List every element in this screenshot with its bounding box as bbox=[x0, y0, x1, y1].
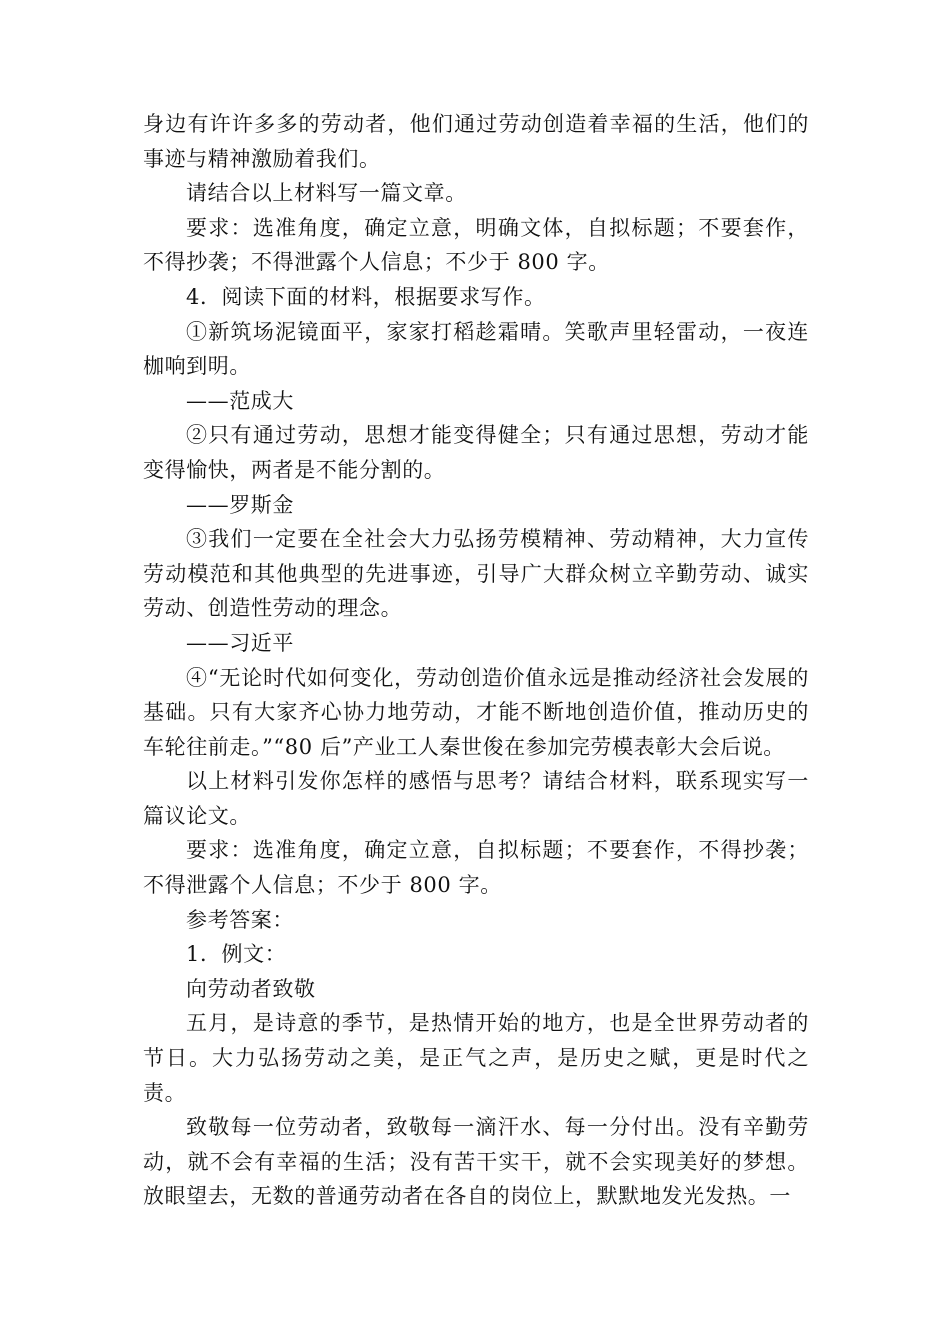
essay-title: 向劳动者致敬 bbox=[186, 976, 316, 1001]
material-3-author: ——习近平 bbox=[186, 630, 294, 655]
material-2: ②只有通过劳动，思想才能变得健全；只有通过思想，劳动才能变得愉快，两者是不能分割的。 bbox=[143, 423, 809, 482]
material-4: ④“无论时代如何变化，劳动创造价值永远是推动经济社会发展的基础。只有大家齐心协力地劳动，才能不断地创造价值，推动历史的车轮往前走。”“80 后”产业工人秦世俊在参加完劳模表彰大会后说。 bbox=[143, 665, 809, 759]
writing-requirements: 要求：选准角度，确定立意，自拟标题；不要套作，不得抄袭；不得泄露个人信息；不少于 800 字。 bbox=[143, 838, 809, 898]
question-4-heading: 4．阅读下面的材料，根据要求写作。 bbox=[186, 284, 546, 309]
paragraph-continuation: 身边有许许多多的劳动者，他们通过劳动创造着幸福的生活，他们的事迹与精神激励着我们。 bbox=[143, 112, 809, 171]
answer-heading: 参考答案： bbox=[186, 907, 294, 932]
paragraph-requirements: 要求：选准角度，确定立意，明确文体，自拟标题；不要套作，不得抄袭；不得泄露个人信息；不少于 800 字。 bbox=[143, 215, 809, 275]
essay-paragraph-2: 致敬每一位劳动者，致敬每一滴汗水、每一分付出。没有辛勤劳动，就不会有幸福的生活；没有苦干实干，就不会实现美好的梦想。放眼望去，无数的普通劳动者在各自的岗位上，默默地发光发热。一 bbox=[143, 1115, 809, 1209]
material-3: ③我们一定要在全社会大力弘扬劳模精神、劳动精神，大力宣传劳动模范和其他典型的先进事迹，引导广大群众树立辛勤劳动、诚实劳动、创造性劳动的理念。 bbox=[143, 527, 809, 621]
material-1: ①新筑场泥镜面平，家家打稻趁霜晴。笑歌声里轻雷动，一夜连枷响到明。 bbox=[143, 319, 809, 379]
material-1-author: ——范成大 bbox=[186, 388, 294, 413]
example-essay-label: 1．例文： bbox=[186, 942, 287, 967]
essay-paragraph-1: 五月，是诗意的季节，是热情开始的地方，也是全世界劳动者的节日。大力弘扬劳动之美，是正气之声，是历史之赋，更是时代之责。 bbox=[143, 1011, 809, 1105]
paragraph-instruction: 请结合以上材料写一篇文章。 bbox=[186, 181, 467, 206]
writing-prompt: 以上材料引发你怎样的感悟与思考？请结合材料，联系现实写一篇议论文。 bbox=[143, 769, 809, 828]
document-body bbox=[143, 107, 809, 1214]
material-2-author: ——罗斯金 bbox=[186, 492, 294, 517]
